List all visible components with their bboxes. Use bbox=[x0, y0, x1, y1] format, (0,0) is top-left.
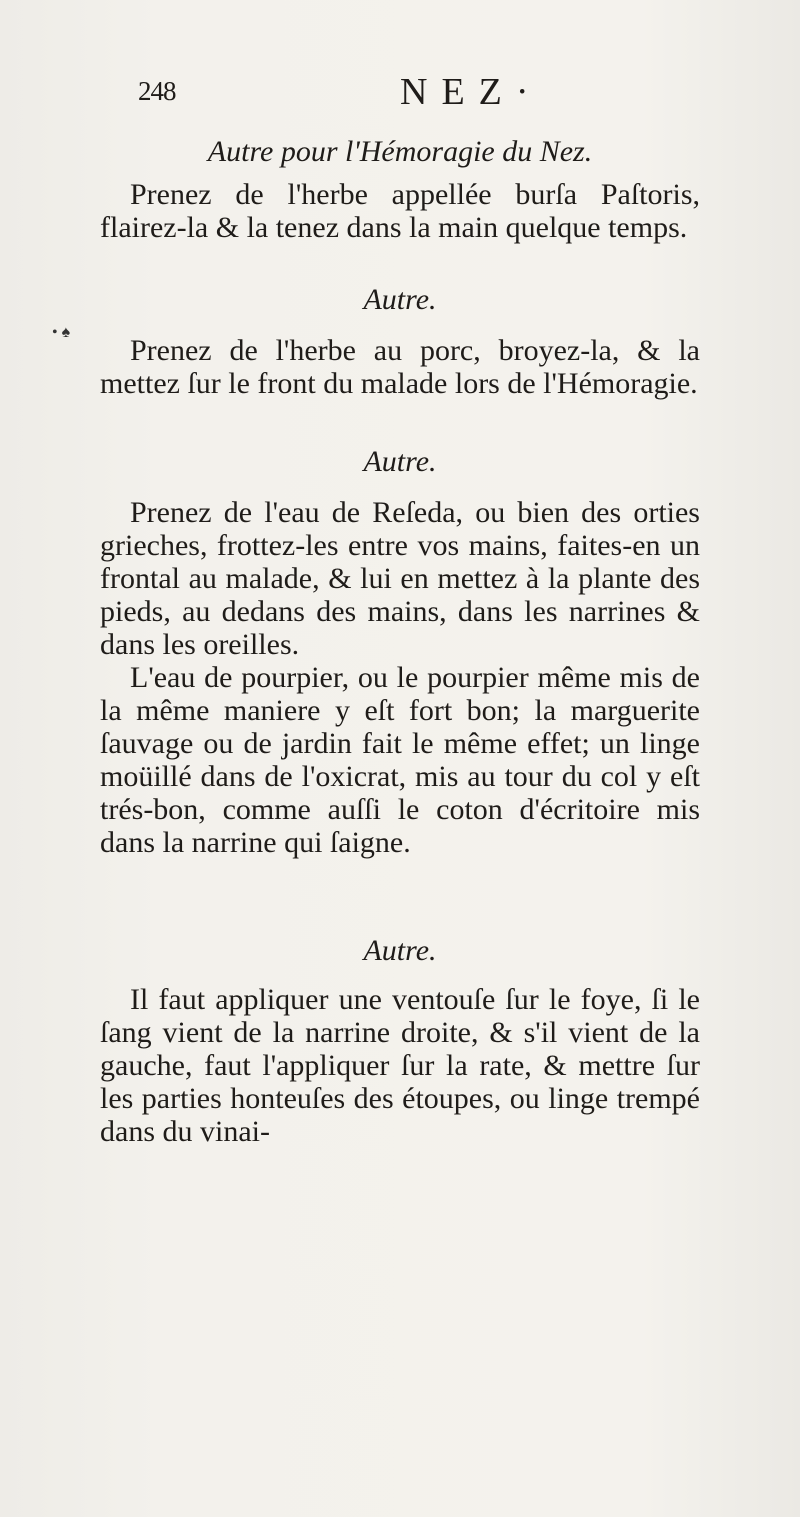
section-heading: Autre. bbox=[363, 283, 437, 316]
section-paragraph: L'eau de pourpier, ou le pourpier même mis de la même maniere y eſt fort bon; la marguerite ſauvage ou de jardin fait le même effet; un linge moüillé dans de l'oxicrat, mis au tour du col y eſt trés-bon, comme auſſi le coton d'écritoire mis dans la narrine qui ſaigne. bbox=[100, 661, 700, 859]
section-paragraph: Prenez de l'herbe au porc, broyez-la, & la mettez ſur le front du malade lors de l'Hémoragie. bbox=[100, 334, 700, 400]
running-head: NEZ· bbox=[400, 71, 543, 113]
section-paragraph: Prenez de l'herbe appellée burſa Paſtoris, flairez-la & la tenez dans la main quelque temps. bbox=[100, 178, 700, 244]
page-number: 248 bbox=[138, 76, 176, 106]
margin-mark: • ♠ bbox=[52, 324, 71, 341]
section-heading: Autre. bbox=[363, 934, 437, 967]
page-header bbox=[138, 70, 698, 113]
section-paragraph: Il faut appliquer une ventouſe ſur le foye, ſi le ſang vient de la narrine droite, & s'il vient de la gauche, faut l'appliquer ſur la rate, & mettre ſur les parties honteuſes des étoupes, ou linge trempé dans du vinai- bbox=[100, 983, 700, 1148]
section-heading: Autre. bbox=[363, 445, 437, 478]
section-paragraph: Prenez de l'eau de Reſeda, ou bien des orties grieches, frottez-les entre vos mains, faites-en un frontal au malade, & lui en mettez à la plante des pieds, au dedans des mains, dans les narrines & dans les oreilles. bbox=[100, 496, 700, 661]
section-heading: Autre pour l'Hémoragie du Nez. bbox=[207, 135, 593, 168]
text-block bbox=[100, 130, 700, 1148]
